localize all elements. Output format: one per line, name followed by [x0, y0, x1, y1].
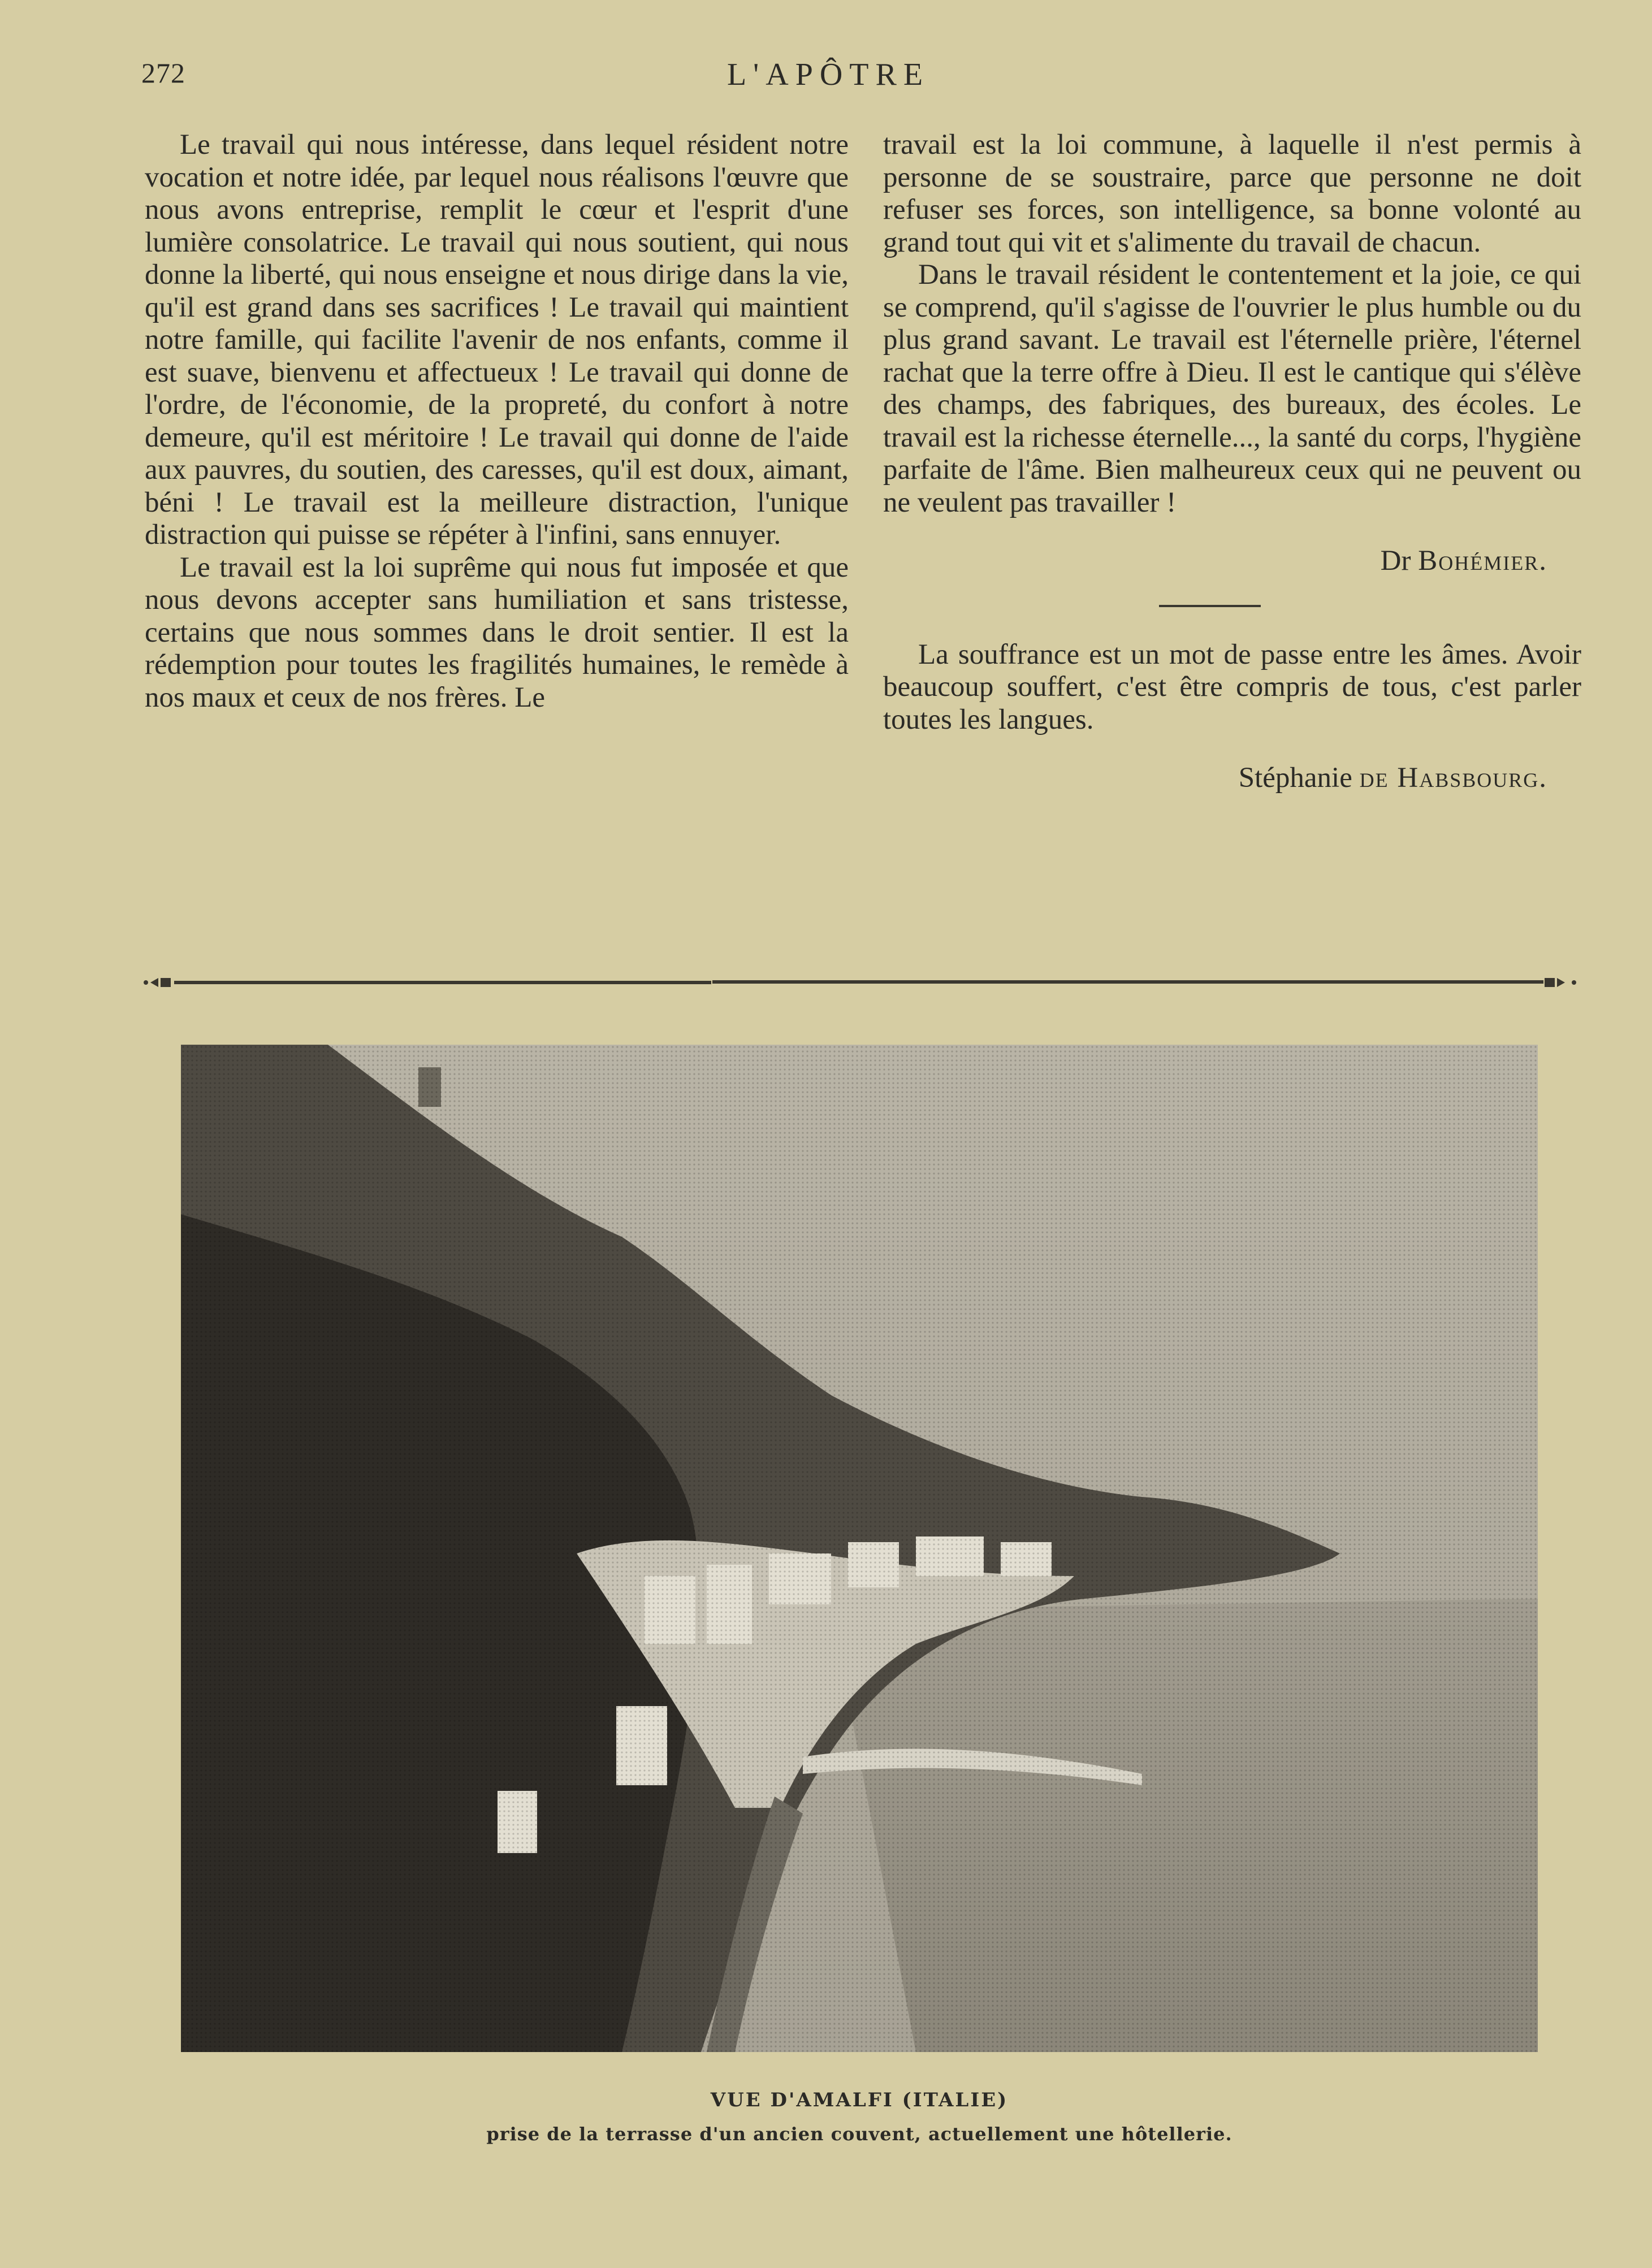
signature-name: Bohémier.	[1418, 545, 1547, 577]
page-header	[141, 57, 1515, 102]
left-paragraph-1: Le travail qui nous intéresse, dans lequel résident notre vocation et notre idée, par lequel nous réalisons l'œuvre que nous avons entreprise, remplit le cœur et l'esprit d'une lumière consolatrice. Le travail qui nous soutient, qui nous donne la liberté, qui nous enseigne et nous dirige dans la vie, qu'il est grand dans ses sacrifices ! Le travail qui maintient notre famille, qui facilite l'avenir de nos enfants, comme il est suave, bienvenu et affectueux ! Le travail qui donne de l'ordre, de l'économie, de la propreté, du confort à notre demeure, qu'il est méritoire ! Le travail qui donne de l'aide aux pauvres, du soutien, des caresses, qu'il est doux, aimant, béni ! Le travail est la meilleure distraction, l'unique distraction qui puisse se répéter à l'infini, sans ennuyer.	[145, 129, 849, 551]
left-column	[145, 129, 849, 714]
amalfi-photograph	[181, 1045, 1538, 2052]
ornamental-rule	[141, 971, 1580, 994]
photo-illustration	[181, 1045, 1538, 2052]
photo-caption-subtitle: prise de la terrasse d'un ancien couvent, actuellement une hôtellerie.	[486, 2123, 1232, 2145]
photo-caption-title: VUE D'AMALFI (ITALIE)	[710, 2089, 1009, 2111]
left-paragraph-2: Le travail est la loi suprême qui nous fut imposée et que nous devons accepter sans humiliation et sans tristesse, certains que nous sommes dans le droit sentier. Il est la rédemption pour toutes les fragilités humaines, le remède à nos maux et ceux de nos frères. Le	[145, 551, 849, 713]
author-signature	[883, 545, 1581, 578]
signature-title: Dr	[1380, 545, 1411, 577]
quote-author-first: Stéphanie	[1238, 762, 1352, 794]
running-title: L'APÔTRE	[726, 57, 930, 92]
quote-signature	[883, 762, 1581, 795]
right-paragraph-2: Dans le travail résident le contentement et la joie, ce qui se comprend, qu'il s'agisse de l'ouvrier le plus humble ou du plus grand savant. Le travail est l'éternelle prière, l'éternel rachat que la terre offre à Dieu. Il est le cantique qui s'élève des champs, des fabriques, des bureaux, des écoles. Le travail est la richesse éternelle..., la santé du corps, l'hygiène parfaite de l'âme. Bien malheureux ceux qui ne peuvent ou ne veulent pas travailler !	[883, 259, 1581, 518]
right-column	[883, 129, 1581, 795]
page-number: 272	[141, 57, 185, 89]
section-divider	[1159, 605, 1261, 607]
right-paragraph-1: travail est la loi commune, à laquelle il n'est permis à personne de se soustraire, parce que personne ne doit refuser ses forces, son intelligence, sa bonne volonté au grand tout qui vit et s'alimente du travail de chacun.	[883, 129, 1581, 258]
quote-paragraph: La souffrance est un mot de passe entre les âmes. Avoir beaucoup souffert, c'est être compris de tous, c'est parler toutes les langues.	[883, 638, 1581, 735]
quote-author-name: de Habsbourg.	[1359, 762, 1547, 794]
